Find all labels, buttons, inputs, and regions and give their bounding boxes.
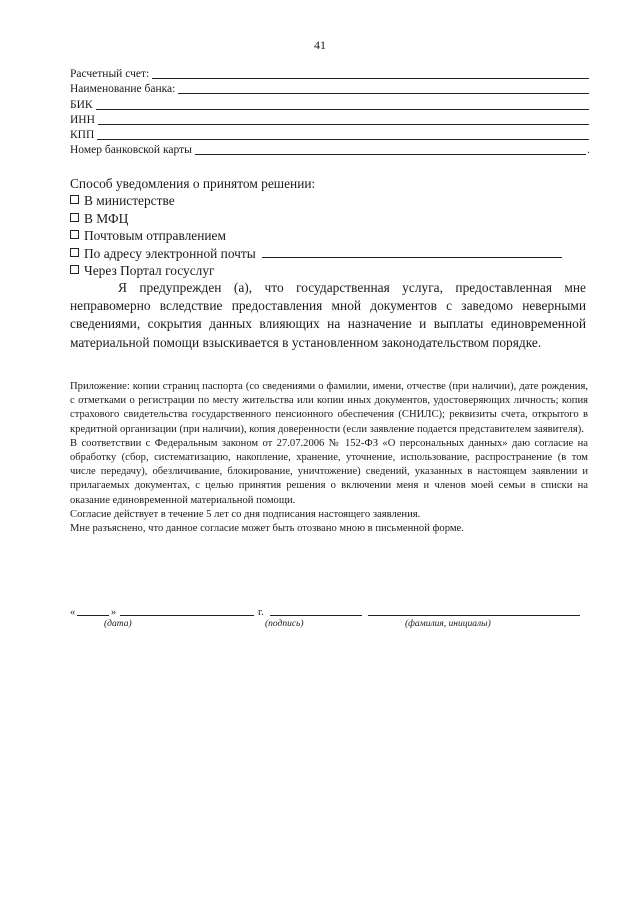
month-year-blank[interactable] bbox=[120, 614, 254, 616]
bank-field-blank[interactable] bbox=[97, 128, 589, 140]
close-quote: » bbox=[111, 607, 117, 618]
bank-field-label: ИНН bbox=[70, 113, 95, 126]
bank-field-label: КПП bbox=[70, 128, 95, 141]
bank-field-bik bbox=[70, 96, 590, 111]
checkbox-icon[interactable] bbox=[70, 195, 79, 204]
checkbox-icon[interactable] bbox=[70, 265, 79, 274]
notification-option-post[interactable] bbox=[70, 227, 590, 244]
bank-field-blank[interactable] bbox=[96, 98, 589, 110]
consent-paragraph: В соответствии с Федеральным законом от 27.07.2006 № 152-ФЗ «О персональных данных» даю согласие на обработку (сбор, систематизацию, накопление, хранение, уточнение, использование, распространение (в том числе передачу), обезличивание, блокирование, уничтожение) сведений, указанных в настоящем заявлении и прилагаемых документах, с целью принятия решения о включении меня и членов моей семьи в списки на оказание единовременной материальной помощи. bbox=[70, 437, 588, 506]
bank-field-blank[interactable] bbox=[152, 67, 589, 79]
appendix-section bbox=[70, 380, 588, 536]
bank-field-blank[interactable] bbox=[178, 82, 589, 94]
attachments-paragraph: Приложение: копии страниц паспорта (со сведениями о фамилии, имени, отчестве (при наличии), дате рождения, с отметками о регистрации по месту жительства или копии иных документов, удостоверяющих личность; копия страхового свидетельства государственного пенсионного обеспечения (СНИЛС); реквизиты счета, открытого в кредитной организации (при наличии), копия доверенности (если заявление подается представителем заявителя). bbox=[70, 381, 588, 435]
notification-option-mfc[interactable] bbox=[70, 210, 590, 227]
name-blank[interactable] bbox=[368, 614, 580, 616]
signature-row bbox=[70, 604, 590, 618]
liability-warning: Я предупрежден (а), что государственная услуга, предоставленная мне неправомерно вследствие предоставления мной документов с заведомо неверными сведениями, сокрытия данных влияющих на назначение и выплаты единовременной материальной помощи взыскивается в установленном законодательством порядке. bbox=[70, 280, 586, 350]
notification-option-ministry[interactable] bbox=[70, 192, 590, 209]
bank-field-bank-name bbox=[70, 81, 590, 96]
email-blank[interactable] bbox=[262, 246, 562, 258]
notification-option-label: В МФЦ bbox=[84, 210, 129, 226]
bank-field-label: Номер банковской карты bbox=[70, 144, 192, 157]
notification-method-section bbox=[70, 175, 590, 279]
page-number: 41 bbox=[314, 38, 326, 52]
notification-option-label: В министерстве bbox=[84, 193, 175, 209]
bank-field-blank[interactable] bbox=[195, 143, 586, 155]
notification-option-label: Через Портал госуслуг bbox=[84, 263, 215, 279]
notification-method-title: Способ уведомления о принятом решении: bbox=[70, 176, 316, 191]
bank-field-label: БИК bbox=[70, 98, 93, 111]
signature-blank[interactable] bbox=[270, 614, 362, 616]
notification-option-label: Почтовым отправлением bbox=[84, 228, 226, 244]
signature-captions bbox=[70, 619, 590, 631]
open-quote: « bbox=[70, 607, 76, 618]
caption-name: (фамилия, инициалы) bbox=[405, 619, 491, 629]
bank-details-section bbox=[70, 66, 590, 157]
caption-date: (дата) bbox=[104, 619, 132, 629]
bank-field-blank[interactable] bbox=[98, 113, 589, 125]
bank-field-account bbox=[70, 66, 590, 81]
validity-paragraph: Согласие действует в течение 5 лет со дня подписания настоящего заявления. bbox=[70, 508, 421, 520]
checkbox-icon[interactable] bbox=[70, 213, 79, 222]
bank-field-kpp bbox=[70, 127, 590, 142]
notification-option-email[interactable] bbox=[70, 245, 590, 262]
day-blank[interactable] bbox=[77, 614, 109, 616]
notification-option-gosuslugi[interactable] bbox=[70, 262, 590, 279]
year-suffix: г. bbox=[258, 607, 264, 618]
bank-field-label: Наименование банка: bbox=[70, 83, 176, 96]
notification-option-label: По адресу электронной почты bbox=[84, 245, 256, 261]
caption-signature: (подпись) bbox=[265, 619, 304, 629]
bank-field-label: Расчетный счет: bbox=[70, 68, 150, 81]
revocation-paragraph: Мне разъяснено, что данное согласие может быть отозвано мною в письменной форме. bbox=[70, 523, 464, 535]
checkbox-icon[interactable] bbox=[70, 230, 79, 239]
bank-field-card-number: Номер банковской карты . bbox=[70, 144, 590, 157]
checkbox-icon[interactable] bbox=[70, 248, 79, 257]
bank-field-inn bbox=[70, 112, 590, 127]
